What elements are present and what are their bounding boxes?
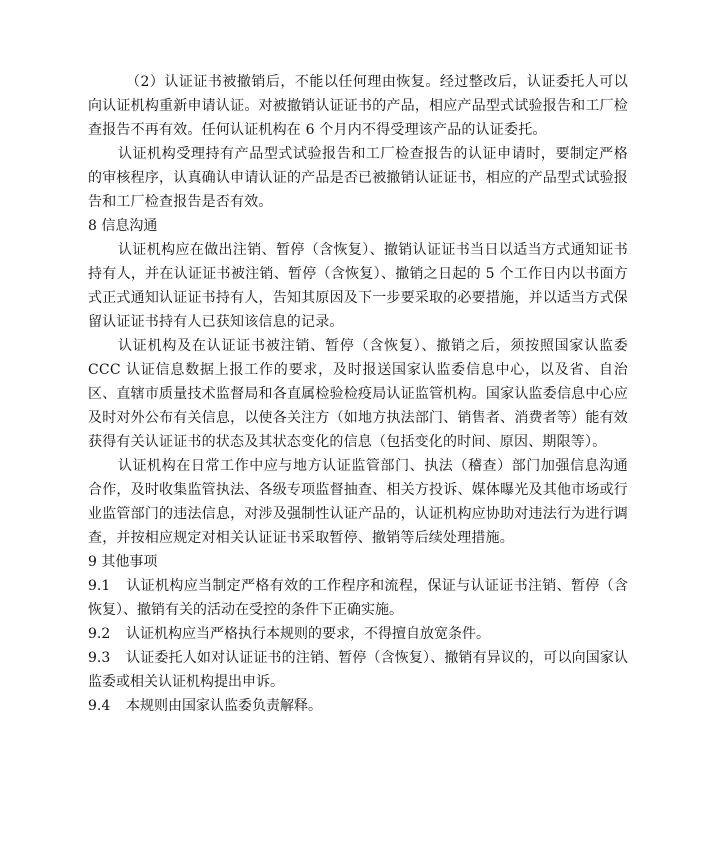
item-text: 认证机构应当制定严格有效的工作程序和流程，保证与认证证书注销、暂停（含恢复）、撤销有关的活动在受控的条件下正确实施。: [88, 578, 628, 618]
paragraph-notify-holder: 认证机构应在做出注销、暂停（含恢复）、撤销认证证书当日以适当方式通知证书持有人，并在认证证书被注销、暂停（含恢复）、撤销之日起的 5 个工作日内以书面方式正式通知认证证书持有人，告知其原因及下一步要采取的必要措施，并以适当方式保留认证证书持有人已获知该信息的记录。: [88, 242, 628, 330]
item-text: 认证机构应当严格执行本规则的要求，不得擅自放宽条件。: [126, 626, 490, 642]
item-number: 9.1: [88, 578, 111, 594]
paragraph-review-procedure: 认证机构受理持有产品型式试验报告和工厂检查报告的认证申请时，要制定严格的审核程序，认真确认申请认证的产品是否已被撤销认证证书，相应的产品型式试验报告和工厂检查报告是否有效。: [88, 146, 628, 210]
section-heading-8: 8 信息沟通: [88, 218, 158, 234]
item-number: 9.3: [88, 650, 111, 666]
section-heading-9: 9 其他事项: [88, 554, 158, 570]
list-item-9-3: [88, 646, 628, 694]
paragraph-revocation-no-restore: （2）认证证书被撤销后，不能以任何理由恢复。经过整改后，认证委托人可以向认证机构重新申请认证。对被撤销认证证书的产品，相应产品型式试验报告和工厂检查报告不再有效。任何认证机构在 6 个月内不得受理该产品的认证委托。: [88, 74, 628, 138]
list-item-9-1: [88, 574, 628, 622]
document-page: [88, 70, 628, 718]
paragraph-report-information: 认证机构及在认证证书被注销、暂停（含恢复）、撤销之后，须按照国家认监委 CCC 认证信息数据上报工作的要求，及时报送国家认监委信息中心，以及省、自治区、直辖市质量技术监督局和各直属检验检疫局认证监管机构。国家认监委信息中心应及时对外公布有关信息，以使各关注方（如地方执法部门、销售者、消费者等）能有效获得有关认证证书的状态及其状态变化的信息（包括变化的时间、原因、期限等）。: [88, 338, 628, 450]
item-number: 9.2: [88, 626, 111, 642]
list-item-9-4: [88, 694, 628, 718]
item-number: 9.4: [88, 698, 111, 714]
item-text: 本规则由国家认监委负责解释。: [126, 698, 322, 714]
list-item-9-2: [88, 622, 628, 646]
item-text: 认证委托人如对认证证书的注销、暂停（含恢复）、撤销有异议的，可以向国家认监委或相关认证机构提出申诉。: [88, 650, 628, 690]
paragraph-cooperation: 认证机构在日常工作中应与地方认证监管部门、执法（稽查）部门加强信息沟通合作，及时收集监管执法、各级专项监督抽查、相关方投诉、媒体曝光及其他市场或行业监管部门的违法信息，对涉及强制性认证产品的，认证机构应协助对违法行为进行调查，并按相应规定对相关认证证书采取暂停、撤销等后续处理措施。: [88, 458, 628, 546]
